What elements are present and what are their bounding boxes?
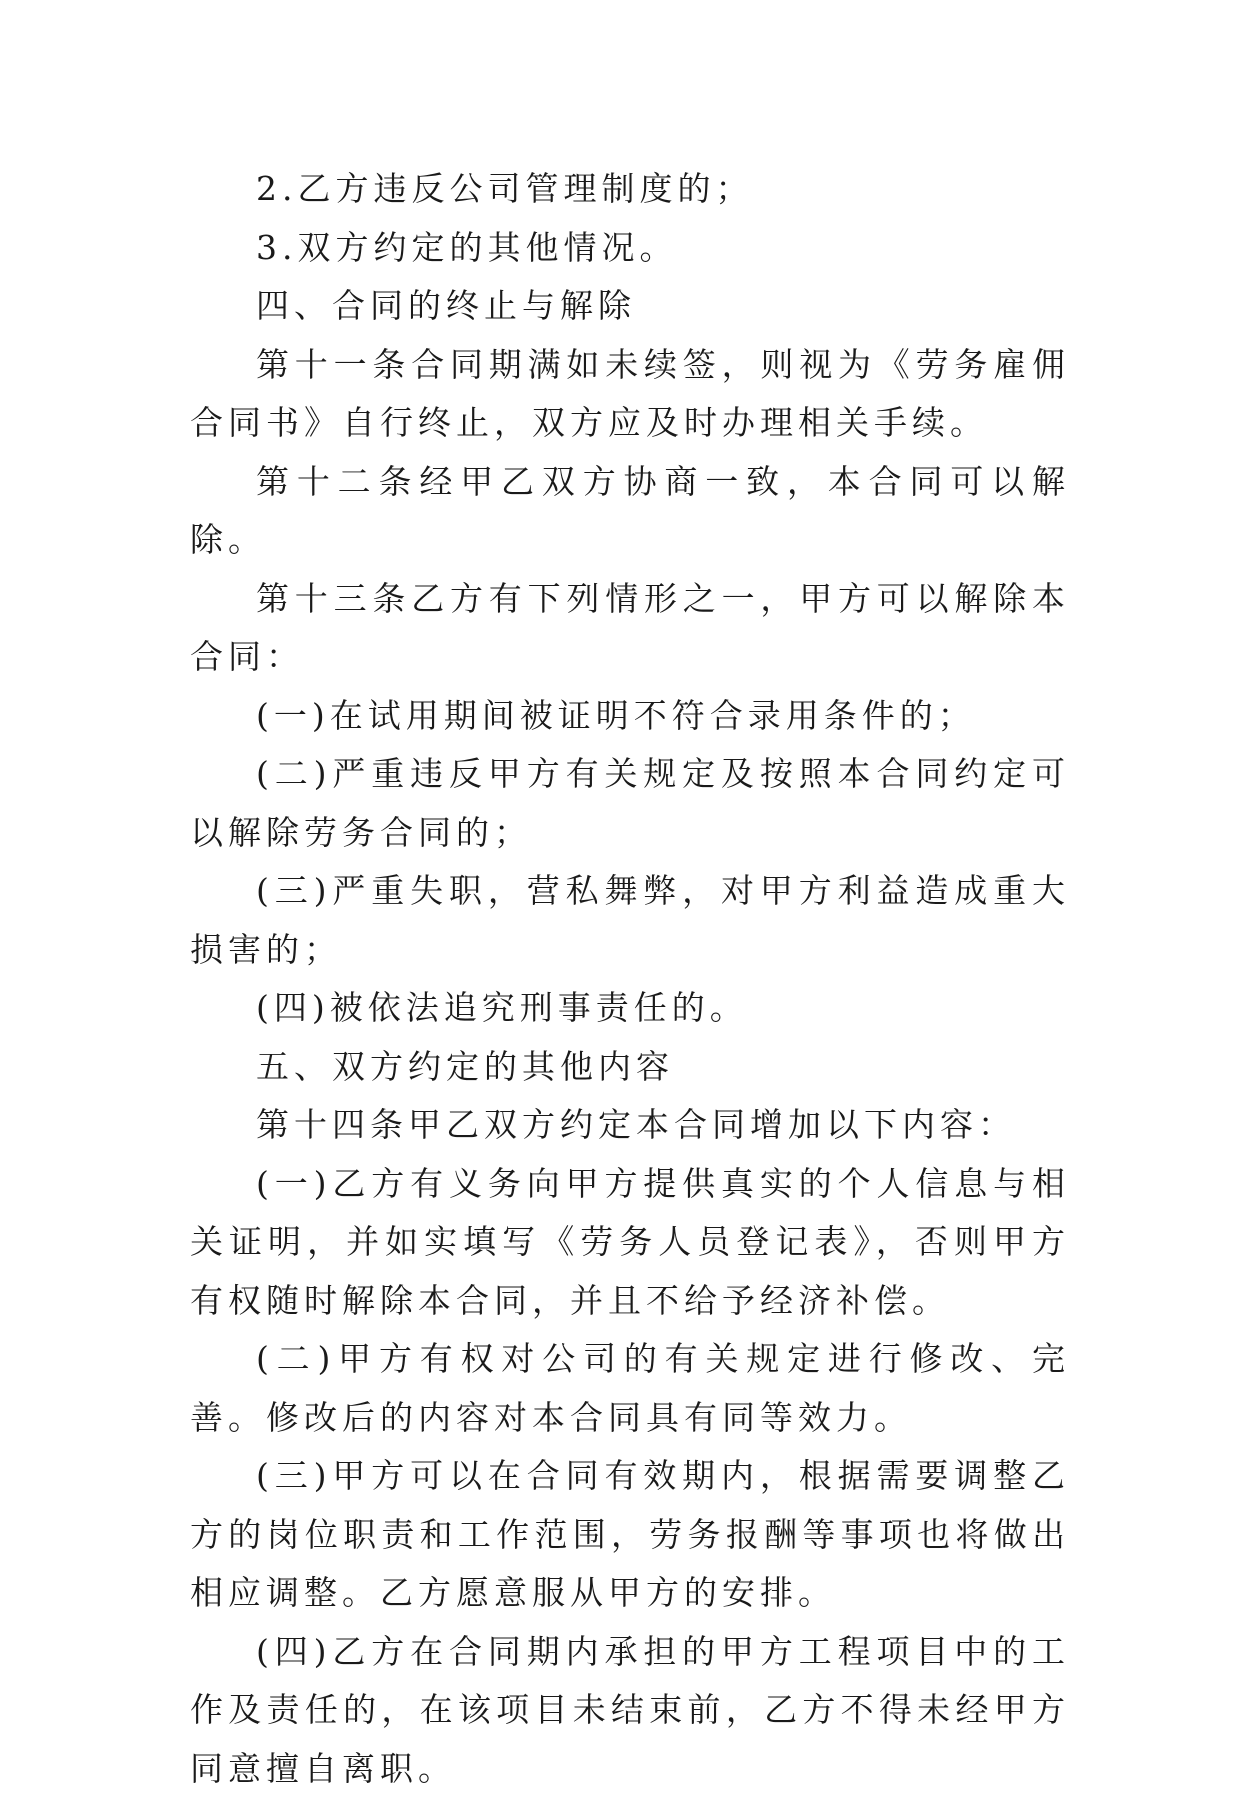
list-item-14-1: (一)乙方有义务向甲方提供真实的个人信息与相关证明，并如实填写《劳务人员登记表》，否则甲方有权随时解除本合同，并且不给予经济补偿。 xyxy=(190,1155,1070,1331)
paragraph-article-14: 第十四条甲乙双方约定本合同增加以下内容： xyxy=(190,1096,1070,1155)
list-item-13-2: (二)严重违反甲方有关规定及按照本合同约定可以解除劳务合同的； xyxy=(190,745,1070,862)
list-item-13-1: (一)在试用期间被证明不符合录用条件的； xyxy=(190,687,1070,746)
list-item-14-2: (二)甲方有权对公司的有关规定进行修改、完善。修改后的内容对本合同具有同等效力。 xyxy=(190,1330,1070,1447)
paragraph-article-13: 第十三条乙方有下列情形之一，甲方可以解除本合同： xyxy=(190,570,1070,687)
list-item-13-4: (四)被依法追究刑事责任的。 xyxy=(190,979,1070,1038)
paragraph-article-11: 第十一条合同期满如未续签，则视为《劳务雇佣合同书》自行终止，双方应及时办理相关手续。 xyxy=(190,336,1070,453)
document-body xyxy=(190,160,1070,1798)
list-item-13-3: (三)严重失职，营私舞弊，对甲方利益造成重大损害的； xyxy=(190,862,1070,979)
paragraph-clause-3: 3.双方约定的其他情况。 xyxy=(190,219,1070,278)
section-heading-termination: 四、合同的终止与解除 xyxy=(190,277,1070,336)
paragraph-article-12: 第十二条经甲乙双方协商一致，本合同可以解除。 xyxy=(190,453,1070,570)
paragraph-clause-2: 2.乙方违反公司管理制度的； xyxy=(190,160,1070,219)
list-item-14-4: (四)乙方在合同期内承担的甲方工程项目中的工作及责任的，在该项目未结束前，乙方不得未经甲方同意擅自离职。 xyxy=(190,1623,1070,1798)
list-item-14-3: (三)甲方可以在合同有效期内，根据需要调整乙方的岗位职责和工作范围，劳务报酬等事项也将做出相应调整。乙方愿意服从甲方的安排。 xyxy=(190,1447,1070,1623)
section-heading-other-content: 五、双方约定的其他内容 xyxy=(190,1038,1070,1097)
